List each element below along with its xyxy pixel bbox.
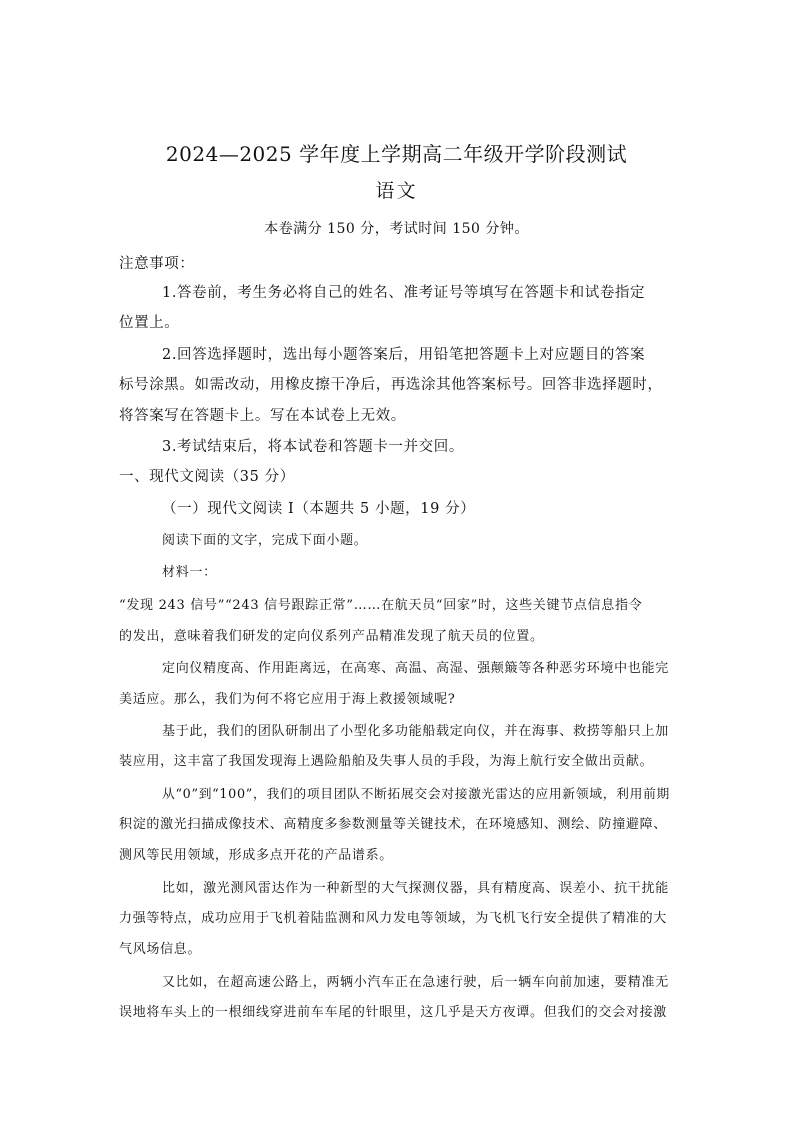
passage-line: 又比如，在超高速公路上，两辆小汽车正在急速行驶，后一辆车向前加速，要精准无: [162, 975, 669, 990]
passage-line: 力强等特点，成功应用于飞机着陆监测和风力发电等领域，为飞机飞行安全提供了精准的大: [119, 911, 668, 926]
passage-line: “发现 243 信号”“243 信号跟踪正常”……在航天员“回家”时，这些关键节点信息指令: [119, 598, 643, 613]
passage-line: 从“0”到“100”，我们的项目团队不断拓展交会对接激光雷达的应用新领域，利用前期: [162, 787, 670, 802]
passage-line: 积淀的激光扫描成像技术、高精度多参数测量等关键技术，在环境感知、测绘、防撞避障、: [119, 817, 668, 832]
passage-line: 装应用，这丰富了我国发现海上遇险船舶及失事人员的手段，为海上航行安全做出贡献。: [119, 754, 654, 769]
notice-item-2-line-1: 2.回答选择题时，选出每小题答案后，用铅笔把答题卡上对应题目的答案: [162, 347, 646, 363]
section-subheading: （一）现代文阅读 I（本题共 5 小题，19 分）: [162, 501, 476, 517]
passage-line: 误地将车头上的一根细线穿进前车车尾的针眼里，这几乎是天方夜谭。但我们的交会对接激: [119, 1005, 668, 1020]
passage-line: 测风等民用领域，形成多点开花的产品谱系。: [119, 848, 394, 863]
material-label: 材料一：: [162, 565, 217, 580]
notice-item-2-line-3: 将答案写在答题卡上。写在本试卷上无效。: [119, 408, 406, 424]
passage-line: 的发出，意味着我们研发的定向仪系列产品精准发现了航天员的位置。: [119, 629, 544, 644]
subject-title: 语文: [375, 180, 418, 202]
passage-line: 气风场信息。: [119, 942, 202, 957]
section-heading: 一、现代文阅读（35 分）: [119, 469, 295, 485]
notice-heading: 注意事项：: [119, 256, 195, 272]
notice-item-1-line-2: 位置上。: [119, 315, 180, 331]
exam-title: 2024—2025 学年度上学期高二年级开学阶段测试: [165, 142, 628, 166]
passage-line: 定向仪精度高、作用距离远，在高寒、高温、高湿、强颠簸等各种恶劣环境中也能完: [162, 661, 669, 676]
passage-line: 美适应。那么，我们为何不将它应用于海上救援领域呢?: [119, 692, 456, 707]
passage-line: 基于此，我们的团队研制出了小型化多功能船载定向仪，并在海事、救捞等船只上加: [162, 724, 669, 739]
passage-line: 比如，激光测风雷达作为一种新型的大气探测仪器，具有精度高、误差小、抗干扰能: [162, 881, 669, 896]
exam-info: 本卷满分 150 分，考试时间 150 分钟。: [264, 221, 529, 237]
section-instruction: 阅读下面的文字，完成下面小题。: [162, 533, 368, 548]
notice-item-1-line-1: 1.答卷前，考生务必将自己的姓名、准考证号等填写在答题卡和试卷指定: [162, 285, 646, 301]
notice-item-3: 3.考试结束后，将本试卷和答题卡一并交回。: [162, 439, 464, 455]
notice-item-2-line-2: 标号涂黑。如需改动，用橡皮擦干净后，再选涂其他答案标号。回答非选择题时，: [119, 377, 663, 393]
